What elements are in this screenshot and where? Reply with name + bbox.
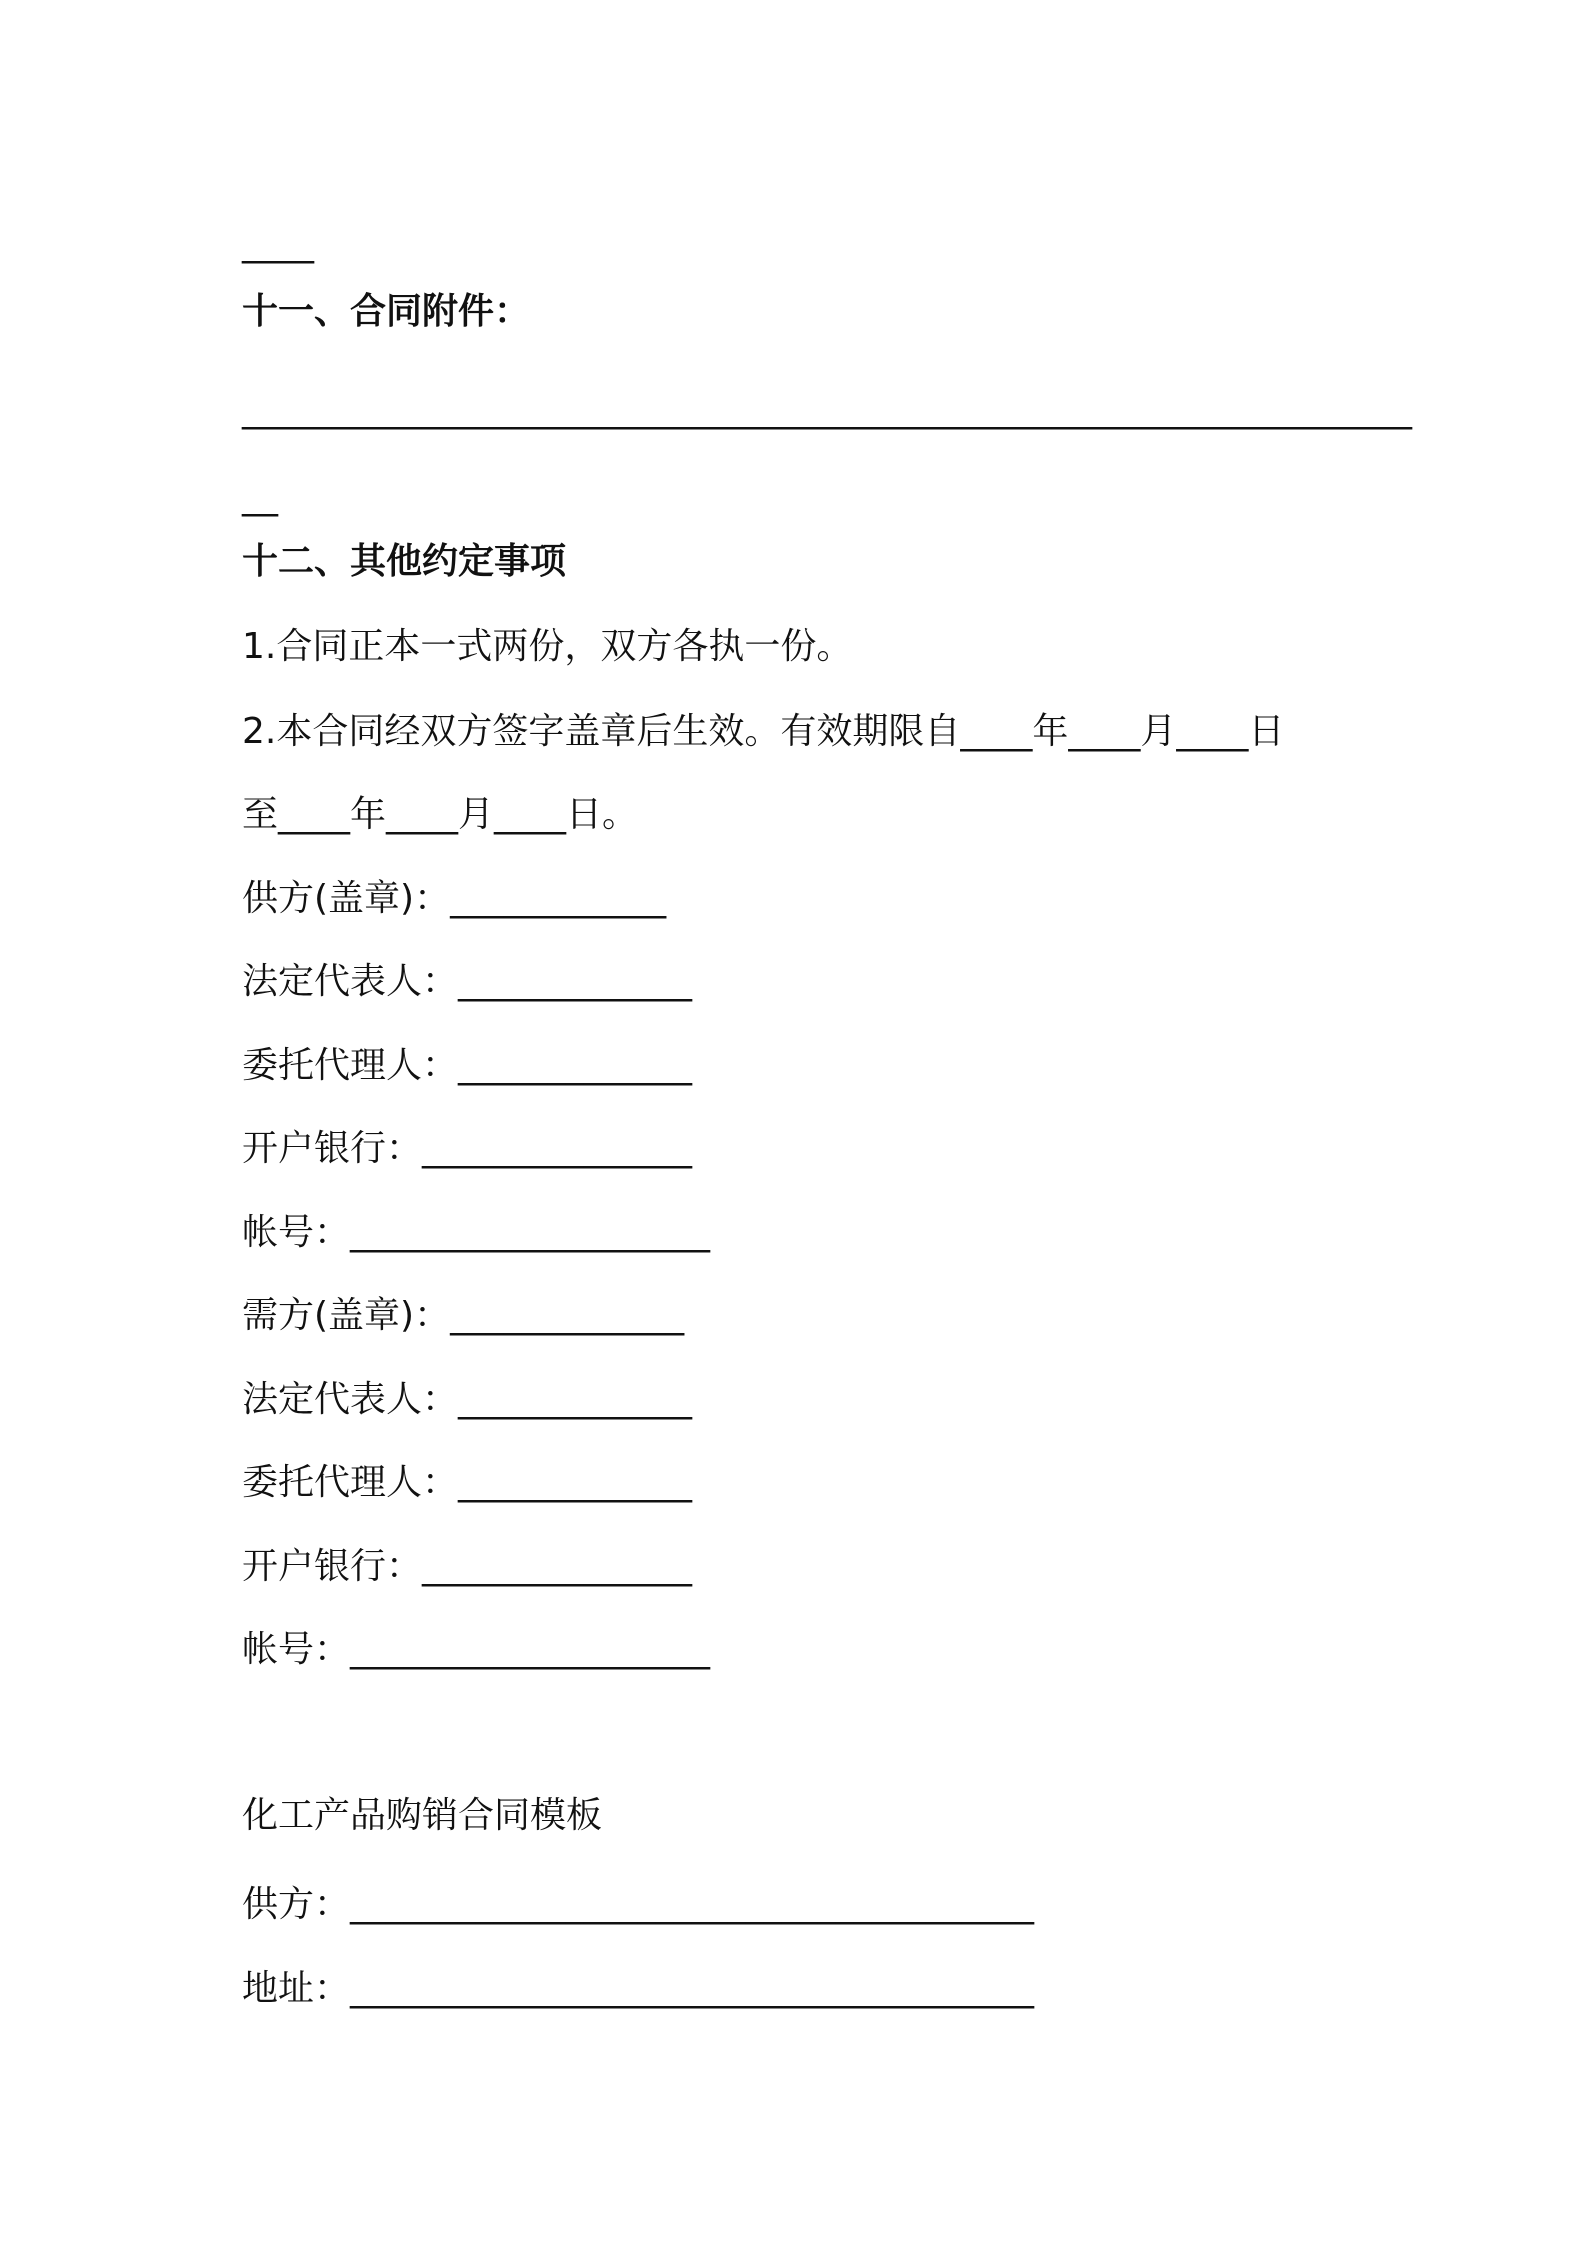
buyer-agent-field: 委托代理人：_____________ [242, 1462, 693, 1503]
supplier-legal-rep-field: 法定代表人：_____________ [242, 961, 693, 1002]
term-2-validity: 2.本合同经双方签字盖章后生效。有效期限自____年____月____日 [242, 711, 1285, 752]
supplier-seal-field: 供方(盖章)：____________ [242, 878, 667, 919]
buyer-account-field: 帐号：____________________ [242, 1629, 711, 1670]
buyer-bank-field: 开户银行：_______________ [242, 1546, 693, 1587]
underline-continuation: ____ [242, 223, 314, 264]
section-heading-other-terms: 十二、其他约定事项 [242, 541, 567, 582]
supplier-agent-field: 委托代理人：_____________ [242, 1045, 693, 1086]
section-heading-attachments: 十一、合同附件： [242, 291, 531, 332]
template-title: 化工产品购销合同模板 [242, 1795, 603, 1836]
buyer-legal-rep-field: 法定代表人：_____________ [242, 1379, 693, 1420]
buyer-seal-field: 需方(盖章)：_____________ [242, 1295, 685, 1336]
attachments-blank-continuation: __ [242, 476, 278, 517]
attachments-blank-line: _________________________________________________________________ [242, 389, 1412, 430]
template-supplier-field: 供方：______________________________________ [242, 1884, 1035, 1925]
supplier-account-field: 帐号：____________________ [242, 1212, 711, 1253]
term-1-copies: 1.合同正本一式两份，双方各执一份。 [242, 626, 853, 667]
supplier-bank-field: 开户银行：_______________ [242, 1128, 693, 1169]
term-2-validity-end: 至____年____月____日。 [242, 794, 639, 835]
template-address-field: 地址：______________________________________ [242, 1968, 1035, 2009]
